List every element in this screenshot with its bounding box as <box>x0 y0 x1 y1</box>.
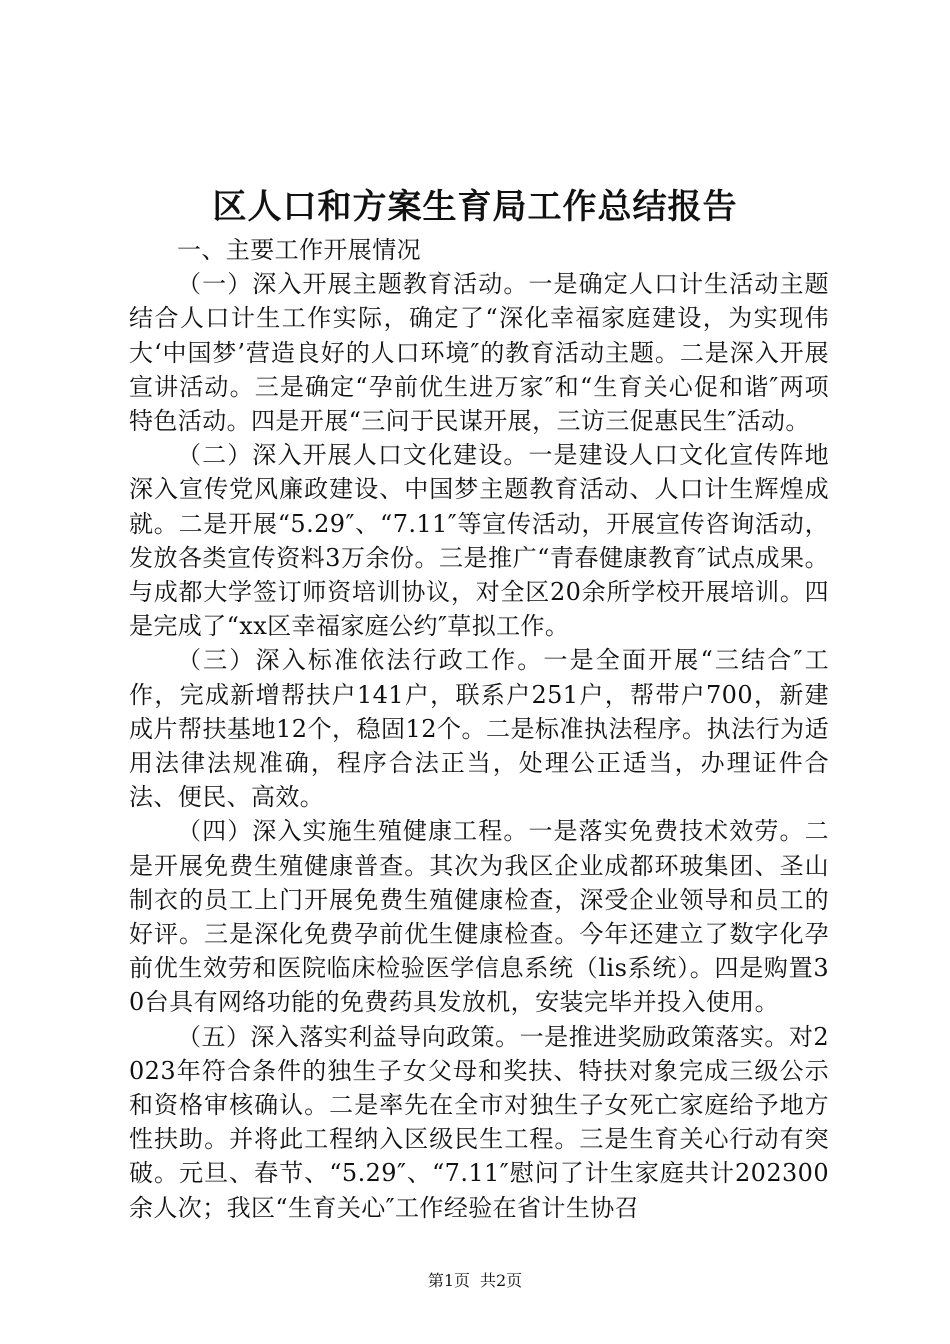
page-number: 第1页 <box>427 1271 470 1290</box>
document-title: 区人口和方案生育局工作总结报告 <box>212 187 738 227</box>
section-heading: 一、主要工作开展情况 <box>177 236 421 264</box>
paragraph-4: （四）深入实施生殖健康工程。一是落实免费技术效劳。二是开展免费生殖健康普查。其次为我区企业成都环玻集团、圣山制衣的员工上门开展免费生殖健康检查，深受企业领导和员工的好评。三是深化免费孕前优生健康检查。今年还建立了数字化孕前优生效劳和医院临床检验医学信息系统（lis系统）。四是购置30台具有网络功能的免费药具发放机，安装完毕并投入使用。 <box>129 817 829 1017</box>
paragraph-3: （三）深入标准依法行政工作。一是全面开展“三结合″工作，完成新增帮扶户141户，联系户251户，帮带户700，新建成片帮扶基地12个，稳固12个。二是标准执法程序。执法行为适用法律法规准确，程序合法正当，处理公正适当，办理证件合法、便民、高效。 <box>129 646 829 812</box>
paragraph-1: （一）深入开展主题教育活动。一是确定人口计生活动主题结合人口计生工作实际，确定了“深化幸福家庭建设，为实现伟大‘中国梦’营造良好的人口环境″的教育活动主题。二是深入开展宣讲活动。三是确定“孕前优生进万家″和“生育关心促和谐″两项特色活动。四是开展“三问于民谋开展，三访三促惠民生″活动。 <box>129 270 829 436</box>
document-body <box>129 233 829 1225</box>
paragraph-2: （二）深入开展人口文化建设。一是建设人口文化宣传阵地深入宣传党风廉政建设、中国梦主题教育活动、人口计生辉煌成就。二是开展“5.29″、“7.11″等宣传活动，开展宣传咨询活动，发放各类宣传资料3万余份。三是推广“青春健康教育″试点成果。与成都大学签订师资培训协议，对全区20余所学校开展培训。四是完成了“xx区幸福家庭公约″草拟工作。 <box>129 441 829 641</box>
page-footer <box>0 1270 950 1292</box>
page-total: 共2页 <box>480 1271 523 1290</box>
paragraph-5: （五）深入落实利益导向政策。一是推进奖励政策落实。对2023年符合条件的独生子女父母和奖扶、特扶对象完成三级公示和资格审核确认。二是率先在全市对独生子女死亡家庭给予地方性扶助。并将此工程纳入区级民生工程。三是生育关心行动有突破。元旦、春节、“5.29″、“7.11″慰问了计生家庭共计202300余人次；我区“生育关心″工作经验在省计生协召 <box>129 1022 829 1222</box>
